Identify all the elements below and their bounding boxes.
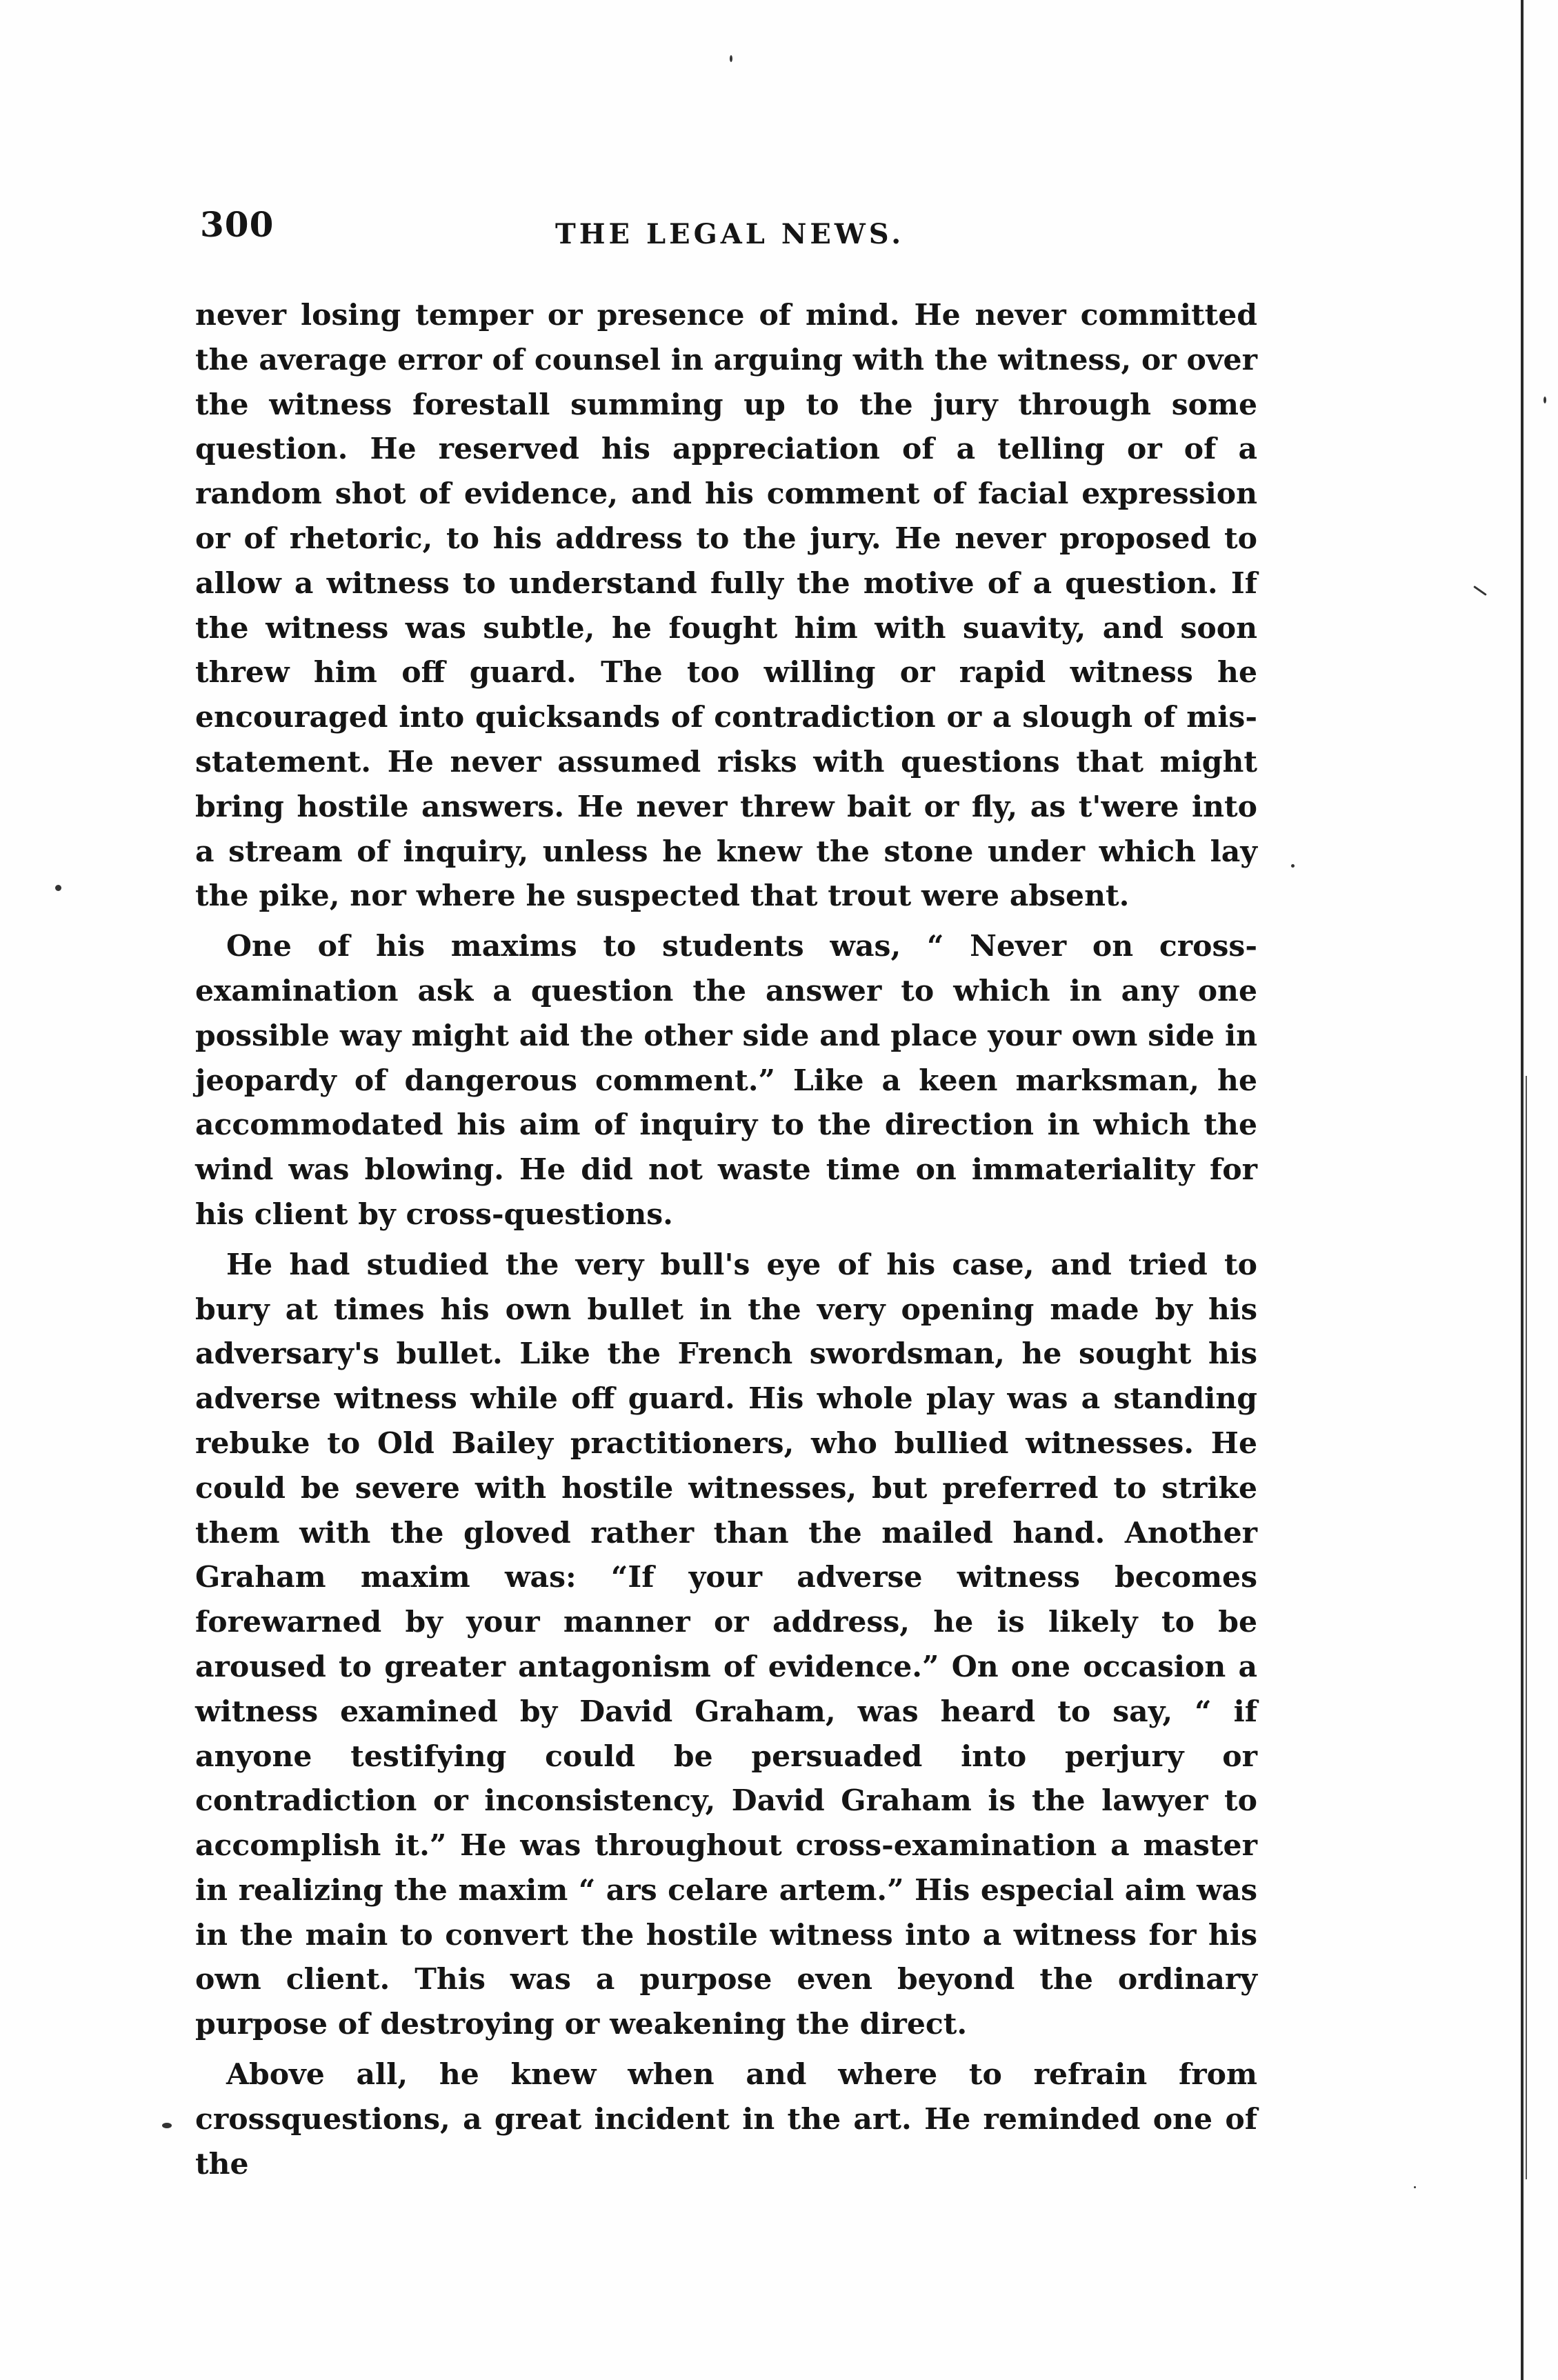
running-title: THE LEGAL NEWS. [555,218,905,250]
paragraph-4: Above all, he knew when and where to refrain from crossquestions, a great incident in the art. He reminded one of the [195,2057,1257,2181]
page-header [200,204,1255,259]
page-number: 300 [200,204,274,245]
paragraph-1: never losing temper or presence of mind. He never committed the average error of counsel in arguing with the witness, or over the witness forestall summing up to the jury through some question. He reserved his appreciation of a telling or of a random shot of evidence, and his comment of facial expression or of rhetoric, to his address to the jury. He never proposed to allow a witness to understand fully the motive of a question. If the witness was subtle, he fought him with suavity, and soon threw him off guard. The too willing or rapid witness he encouraged into quicksands of contradiction or a slough of mis-statement. He never assumed risks with questions that might bring hostile answers. He never threw bait or fly, as t'were into a stream of inquiry, unless he knew the stone under which lay the pike, nor where he suspected that trout were absent. [195,298,1257,914]
paragraph-3: He had studied the very bull's eye of his case, and tried to bury at times his own bullet in the very opening made by his adversary's bullet. Like the French swordsman, he sought his adverse witness while off guard. His whole play was a standing rebuke to Old Bailey practitioners, who bullied witnesses. He could be severe with hostile witnesses, but preferred to strike them with the gloved rather than the mailed hand. Another Graham maxim was: “If your adverse witness becomes forewarned by your manner or address, he is likely to be aroused to greater antagonism of evidence.” On one occasion a witness examined by David Graham, was heard to say, “ if anyone testifying could be persuaded into perjury or contradiction or inconsistency, David Graham is the lawyer to accomplish it.” He was throughout cross-examination a master in realizing the maxim “ ars celare artem.” His especial aim was in the main to convert the hostile witness into a witness for his own client. This was a purpose even beyond the ordinary purpose of destroying or weakening the direct. [195,1247,1257,2042]
page-edge-rule [1521,0,1524,2380]
scan-speck [730,55,732,62]
scan-speck [1291,864,1295,868]
paragraph-2: One of his maxims to students was, “ Never on cross-examination ask a question the answer to which in any one possible way might aid the other side and place your own side in jeopardy of dangerous comment.” Like a keen marksman, he accommodated his aim of inquiry to the direction in which the wind was blowing. He did not waste time on immateriality for his client by cross-questions. [195,929,1257,1232]
scan-speck [1473,586,1487,596]
scan-speck [55,885,61,891]
scan-speck [1414,2186,1416,2188]
article-body [195,293,1257,2186]
scan-speck [1544,397,1546,403]
scan-speck [162,2123,172,2128]
page-edge-rule-inner [1526,1076,1527,2179]
